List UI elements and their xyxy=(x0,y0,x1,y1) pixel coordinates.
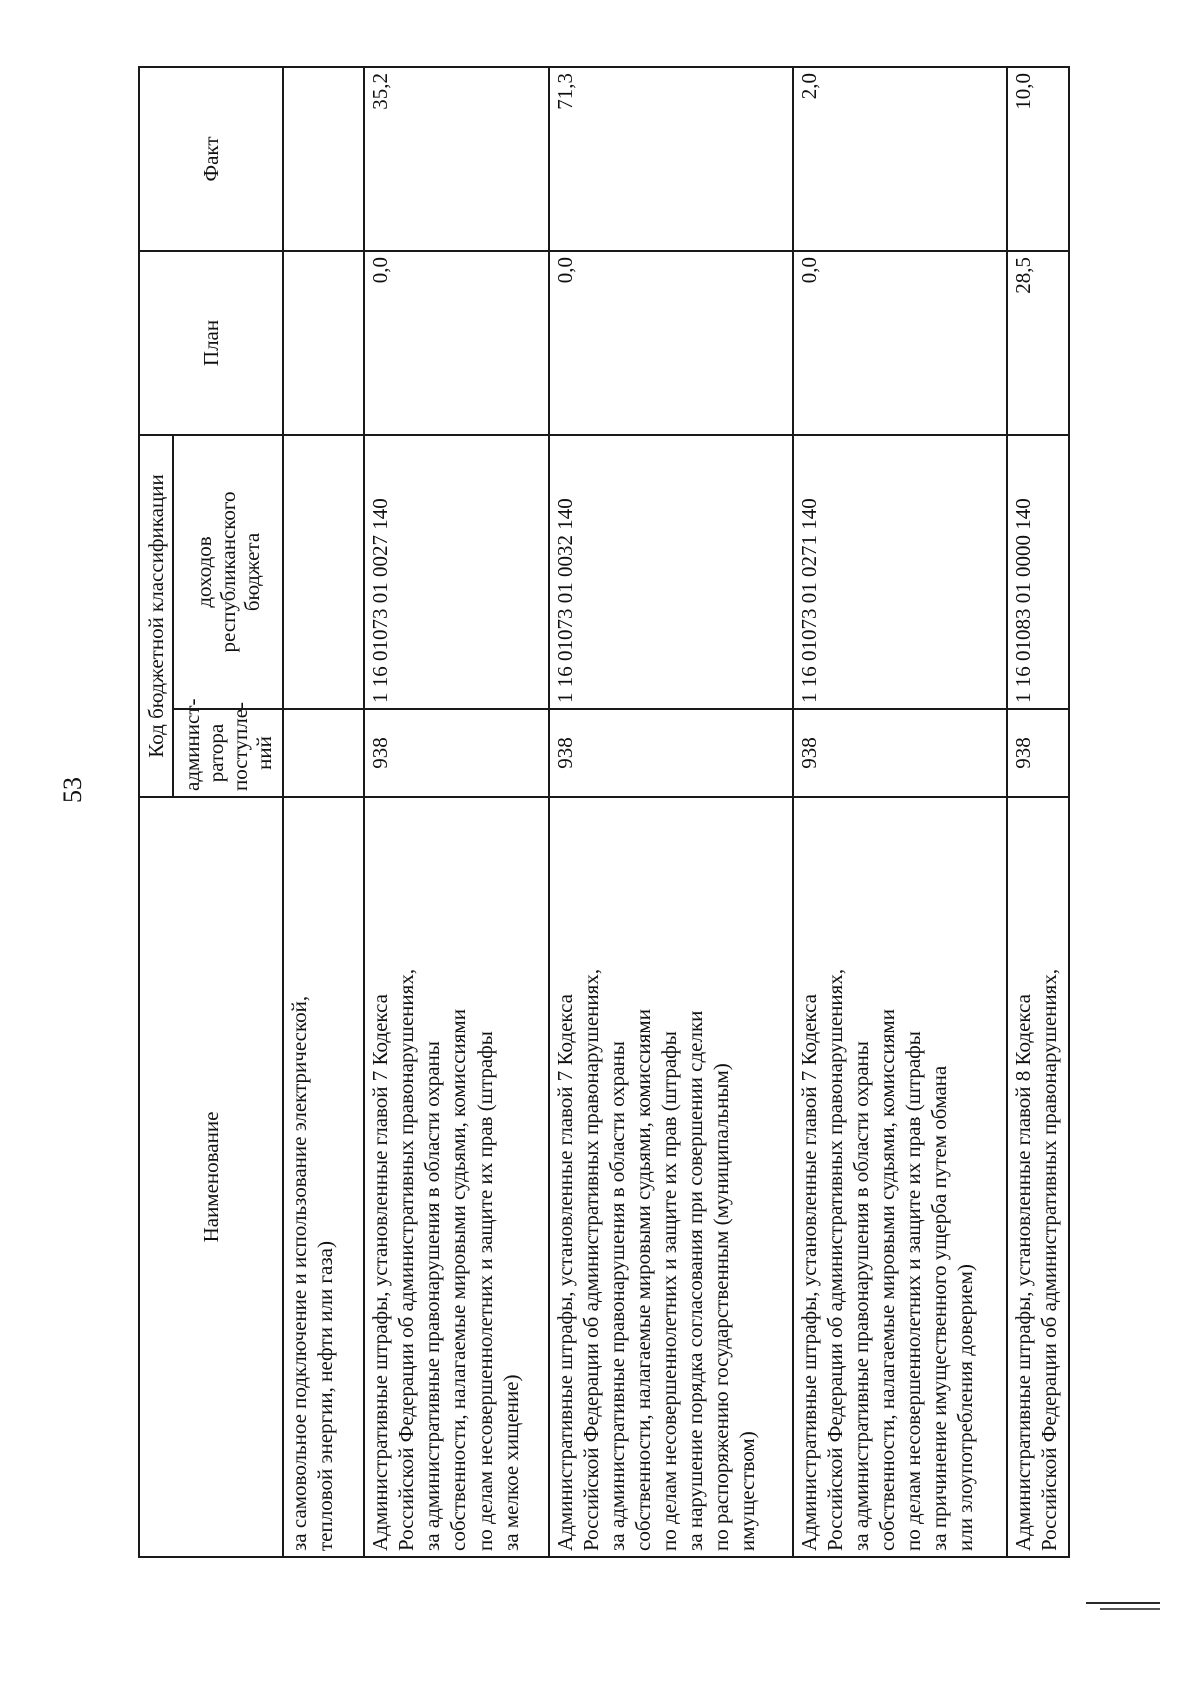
page-number: 53 xyxy=(58,777,87,803)
row-name: Административные штрафы, установленные главой 7 Кодекса Российской Федерации об административных правонарушениях, за административные правонарушения в области охраны собственности, налагаемые мировыми судьями, комиссиями по делам несовершеннолетних и защите их прав (штрафы за причинение имущественного ущерба путем обмана или злоупотребления доверием) xyxy=(793,797,1007,1557)
table-header-row xyxy=(139,67,173,1557)
row-name: за самовольное подключение и использование электрической, тепловой энергии, нефти или газа) xyxy=(283,797,364,1557)
row-name: Административные штрафы, установленные главой 8 Кодекса Российской Федерации об административных правонарушениях, xyxy=(1007,797,1069,1557)
row-fact-value xyxy=(283,67,364,251)
row-revenue-code xyxy=(283,435,364,709)
row-name: Административные штрафы, установленные главой 7 Кодекса Российской Федерации об административных правонарушениях, за административные правонарушения в области охраны собственности, налагаемые мировыми судьями, комиссиями по делам несовершеннолетних и защите их прав (штрафы за мелкое хищение) xyxy=(364,797,548,1557)
row-fact-value: 35,2 xyxy=(364,67,548,251)
header-revenue: доходов республиканского бюджета xyxy=(173,435,283,709)
row-admin-code xyxy=(283,709,364,797)
table-row xyxy=(549,67,793,1557)
row-revenue-code: 1 16 01083 01 0000 140 xyxy=(1007,435,1069,709)
row-fact-value: 71,3 xyxy=(549,67,793,251)
row-revenue-code: 1 16 01073 01 0027 140 xyxy=(364,435,548,709)
row-plan-value: 0,0 xyxy=(364,251,548,435)
budget-revenue-table xyxy=(138,66,1070,1558)
row-plan-value: 28,5 xyxy=(1007,251,1069,435)
row-revenue-code: 1 16 01073 01 0032 140 xyxy=(549,435,793,709)
row-plan-value: 0,0 xyxy=(549,251,793,435)
header-name: Наименование xyxy=(139,797,283,1557)
header-budget-code-group: Код бюджетной классификации xyxy=(139,435,173,797)
table-row xyxy=(793,67,1007,1557)
row-admin-code: 938 xyxy=(364,709,548,797)
row-revenue-code: 1 16 01073 01 0271 140 xyxy=(793,435,1007,709)
scan-edge-mark xyxy=(1086,1602,1160,1604)
table-row xyxy=(283,67,364,1557)
row-fact-value: 10,0 xyxy=(1007,67,1069,251)
table-row xyxy=(1007,67,1069,1557)
row-name: Административные штрафы, установленные главой 7 Кодекса Российской Федерации об административных правонарушениях, за административные правонарушения в области охраны собственности, налагаемые мировыми судьями, комиссиями по делам несовершеннолетних и защите их прав (штрафы за нарушение порядка согласования при совершении сделки по распоряжению государственным (муниципальным) имуществом) xyxy=(549,797,793,1557)
row-plan-value xyxy=(283,251,364,435)
row-fact-value: 2,0 xyxy=(793,67,1007,251)
header-plan: План xyxy=(139,251,283,435)
row-admin-code: 938 xyxy=(1007,709,1069,797)
scan-edge-mark xyxy=(1100,1608,1160,1610)
header-fact: Факт xyxy=(139,67,283,251)
table-row xyxy=(364,67,548,1557)
rotated-table-wrapper xyxy=(138,68,1070,1558)
row-admin-code: 938 xyxy=(549,709,793,797)
header-administrator: админист- ратора поступле- ний xyxy=(173,709,283,797)
row-plan-value: 0,0 xyxy=(793,251,1007,435)
row-admin-code: 938 xyxy=(793,709,1007,797)
